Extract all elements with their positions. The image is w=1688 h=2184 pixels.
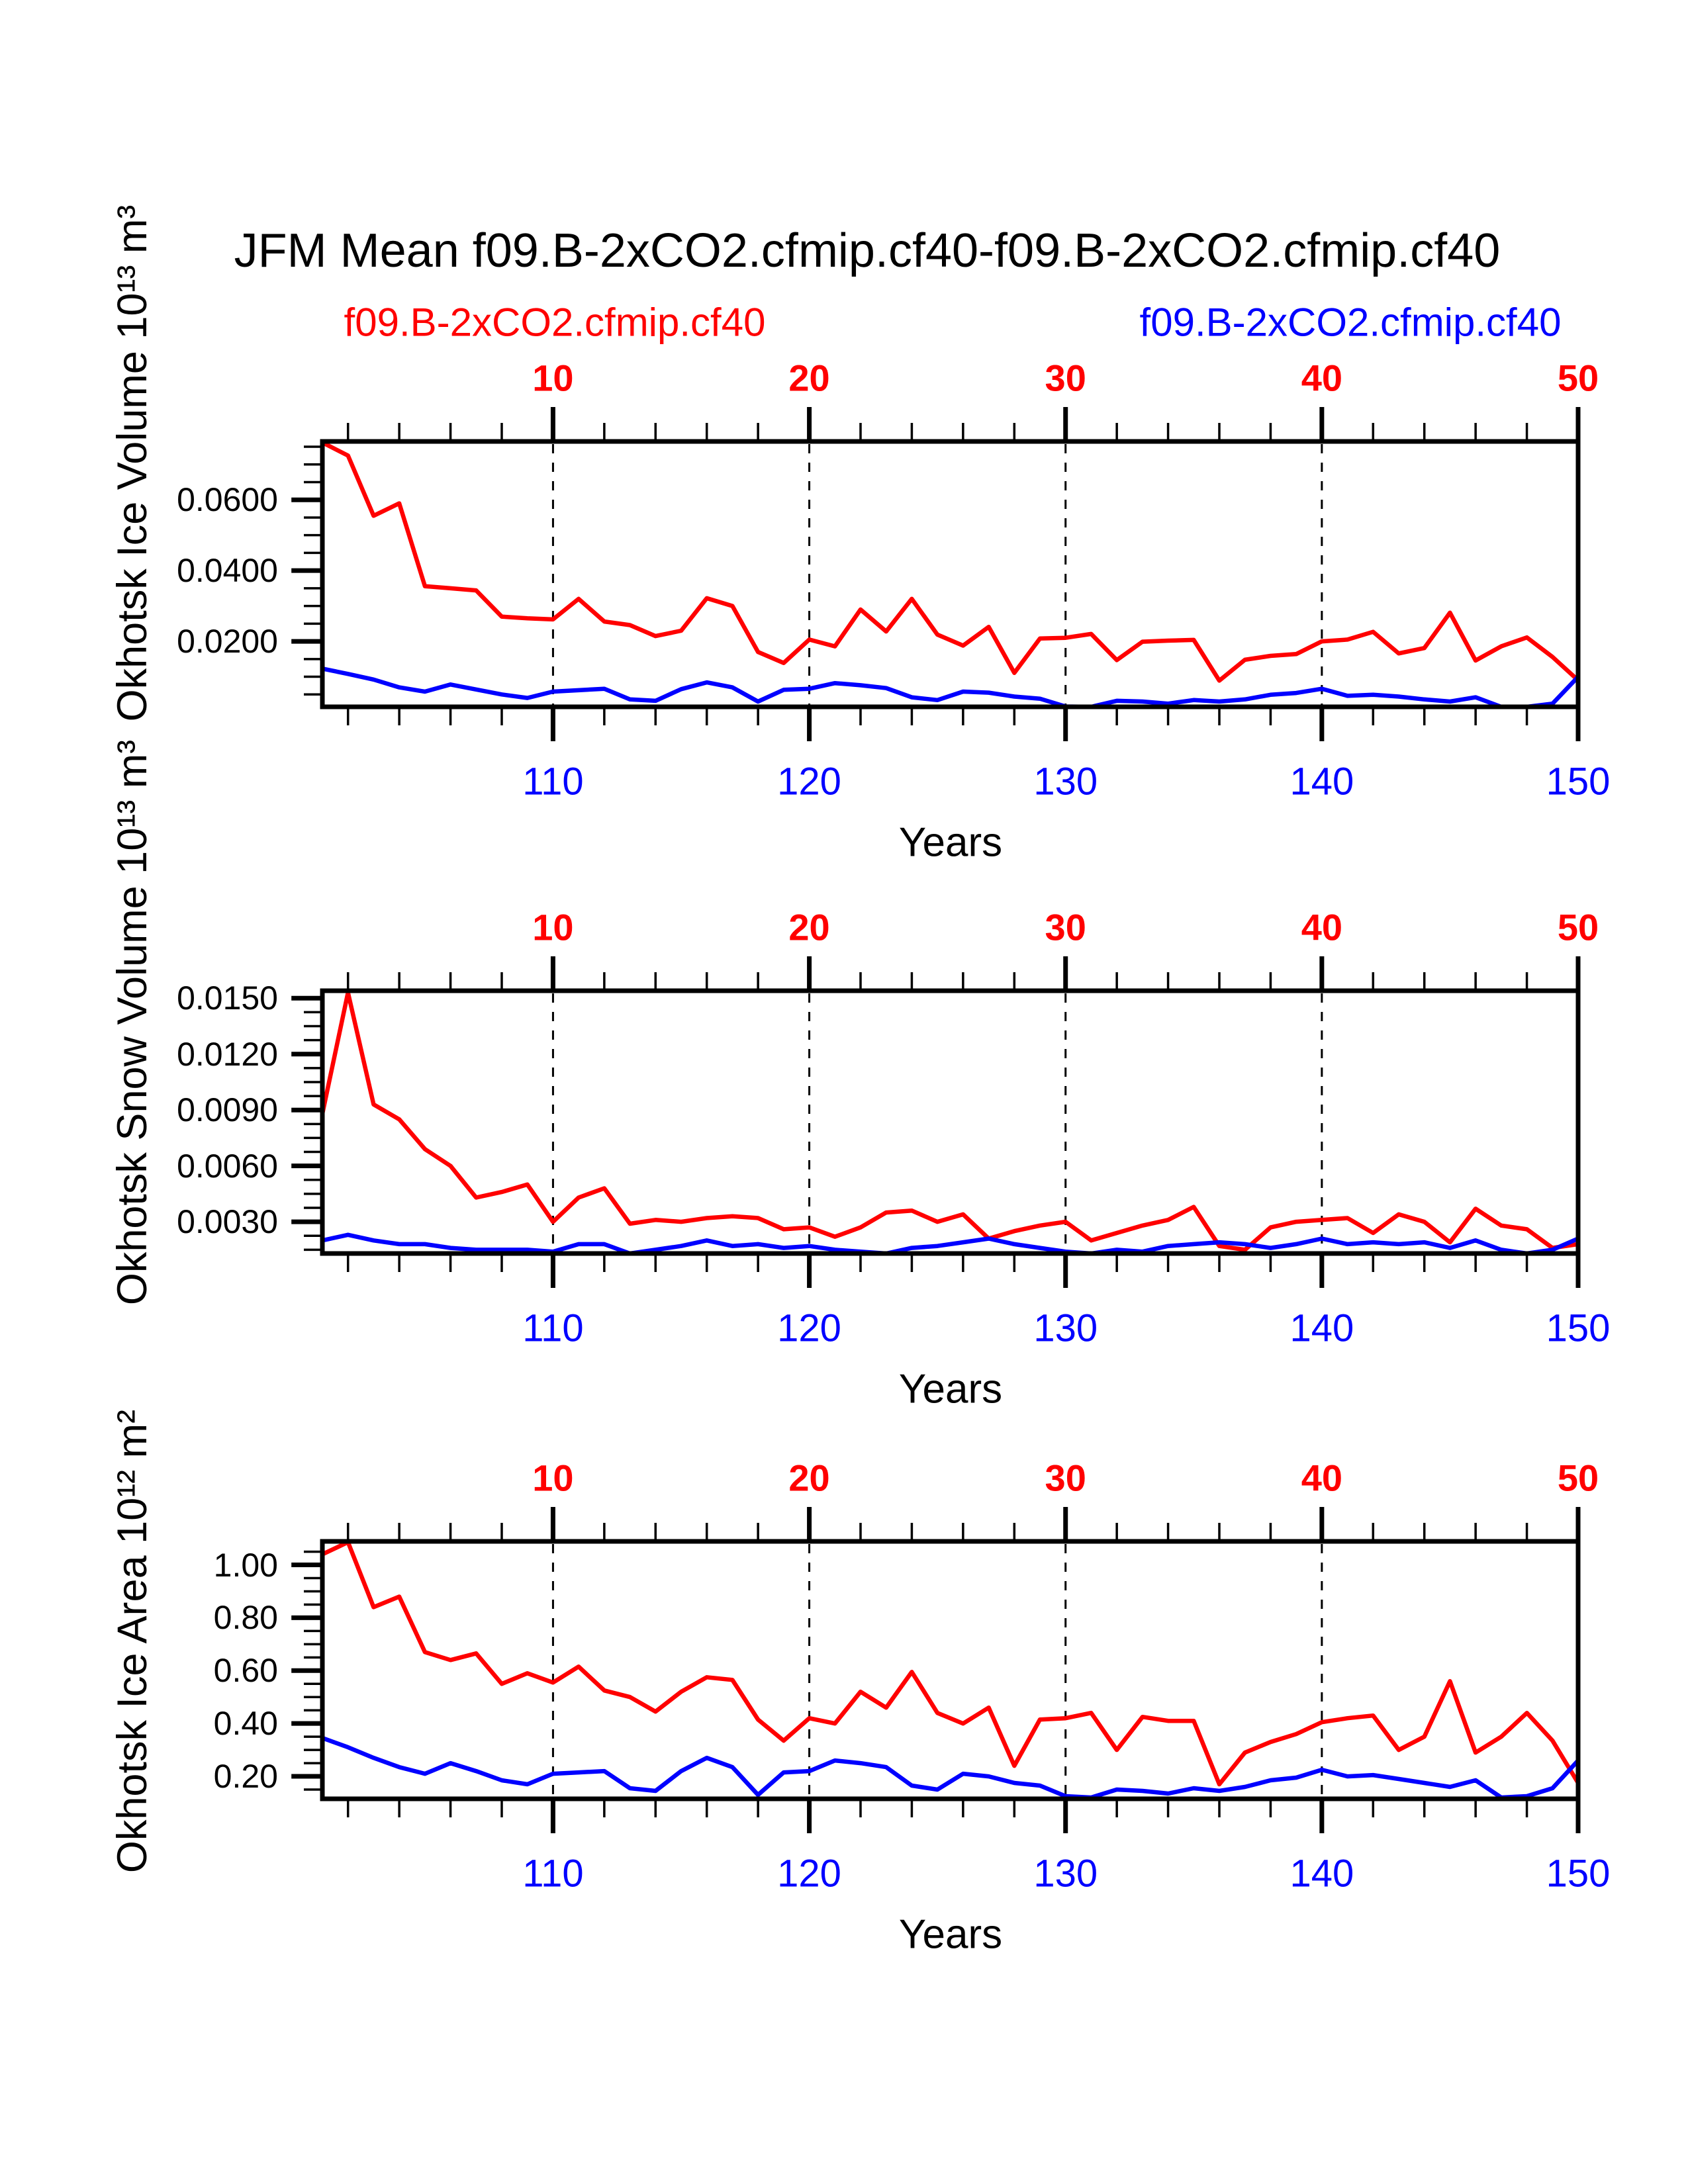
snow-volume-y-tick-label-0.0150: 0.0150 <box>177 979 278 1017</box>
ice-volume-x-tick-label-bottom-140: 140 <box>1289 760 1354 803</box>
snow-volume-x-tick-label-bottom-120: 120 <box>777 1306 841 1350</box>
ice-area-x-tick-label-top-40: 40 <box>1301 1457 1342 1499</box>
ice-volume-y-tick-label-0.0600: 0.0600 <box>177 481 278 519</box>
ice-volume-x-tick-label-top-20: 20 <box>788 357 830 399</box>
ice-area-x-tick-label-top-50: 50 <box>1557 1457 1599 1499</box>
snow-volume-x-tick-label-top-50: 50 <box>1557 906 1599 948</box>
ice-area-plot <box>291 1507 1578 1833</box>
snow-volume-y-tick-label-0.0120: 0.0120 <box>177 1035 278 1073</box>
ice-area-y-tick-label-0.40: 0.40 <box>213 1705 278 1743</box>
ice-area-y-axis-label: Okhotsk Ice Area 10¹² m² <box>109 1409 156 1874</box>
ice-area-x-tick-label-bottom-150: 150 <box>1546 1852 1611 1895</box>
ice-area-x-tick-label-top-30: 30 <box>1045 1457 1086 1499</box>
ice-area-x-tick-label-top-20: 20 <box>788 1457 830 1499</box>
snow-volume-x-tick-label-top-10: 10 <box>532 906 574 948</box>
snow-volume-plot <box>291 956 1578 1288</box>
ice-area-x-tick-label-bottom-130: 130 <box>1033 1852 1098 1895</box>
snow-volume-blue-series-line <box>322 1235 1578 1253</box>
ice-volume-x-axis-title: Years <box>898 819 1003 866</box>
snow-volume-y-axis-label: Okhotsk Snow Volume 10¹³ m³ <box>109 739 156 1306</box>
ice-volume-plot <box>291 407 1578 741</box>
snow-volume-y-tick-label-0.0030: 0.0030 <box>177 1203 278 1241</box>
snow-volume-y-tick-label-0.0060: 0.0060 <box>177 1147 278 1185</box>
ice-area-x-tick-label-bottom-110: 110 <box>522 1852 584 1895</box>
ice-volume-x-tick-label-bottom-130: 130 <box>1033 760 1098 803</box>
ice-volume-blue-series-line <box>322 668 1578 707</box>
ice-volume-y-tick-label-0.0200: 0.0200 <box>177 623 278 660</box>
ice-volume-y-axis-label: Okhotsk Ice Volume 10¹³ m³ <box>109 205 156 722</box>
ice-volume-y-tick-label-0.0400: 0.0400 <box>177 552 278 590</box>
ice-volume-x-tick-label-top-50: 50 <box>1557 357 1599 399</box>
ice-area-y-tick-label-0.80: 0.80 <box>213 1599 278 1637</box>
ice-volume-x-tick-label-top-10: 10 <box>532 357 574 399</box>
ice-volume-x-tick-label-bottom-110: 110 <box>522 760 584 803</box>
snow-volume-x-tick-label-bottom-110: 110 <box>522 1306 584 1350</box>
ice-volume-x-tick-label-top-40: 40 <box>1301 357 1342 399</box>
snow-volume-plot-frame <box>322 991 1578 1253</box>
ice-area-x-axis-title: Years <box>898 1911 1003 1958</box>
ice-volume-red-series-line <box>322 443 1578 681</box>
snow-volume-x-tick-label-bottom-150: 150 <box>1546 1306 1611 1350</box>
figure-title: JFM Mean f09.B-2xCO2.cfmip.cf40-f09.B-2xCO2.cfmip.cf40 <box>234 224 1501 277</box>
snow-volume-x-tick-label-bottom-140: 140 <box>1289 1306 1354 1350</box>
snow-volume-x-axis-title: Years <box>898 1366 1003 1412</box>
ice-area-blue-series-line <box>322 1738 1578 1797</box>
ice-area-plot-frame <box>322 1541 1578 1799</box>
ice-area-y-tick-label-0.20: 0.20 <box>213 1758 278 1796</box>
ice-volume-x-tick-label-top-30: 30 <box>1045 357 1086 399</box>
ice-volume-plot-frame <box>322 441 1578 707</box>
ice-area-y-tick-label-0.60: 0.60 <box>213 1652 278 1690</box>
ice-volume-x-tick-label-bottom-120: 120 <box>777 760 841 803</box>
ice-area-y-tick-label-1.00: 1.00 <box>213 1546 278 1584</box>
ice-area-x-tick-label-top-10: 10 <box>532 1457 574 1499</box>
snow-volume-y-tick-label-0.0090: 0.0090 <box>177 1091 278 1129</box>
snow-volume-x-tick-label-top-40: 40 <box>1301 906 1342 948</box>
ice-area-red-series-line <box>322 1542 1578 1784</box>
snow-volume-x-tick-label-top-30: 30 <box>1045 906 1086 948</box>
ice-area-x-tick-label-bottom-120: 120 <box>777 1852 841 1895</box>
legend-label-blue: f09.B-2xCO2.cfmip.cf40 <box>1139 300 1562 345</box>
ice-area-x-tick-label-bottom-140: 140 <box>1289 1852 1354 1895</box>
snow-volume-x-tick-label-top-20: 20 <box>788 906 830 948</box>
ice-volume-x-tick-label-bottom-150: 150 <box>1546 760 1611 803</box>
legend-label-red: f09.B-2xCO2.cfmip.cf40 <box>344 300 766 345</box>
snow-volume-red-series-line <box>322 993 1578 1250</box>
snow-volume-x-tick-label-bottom-130: 130 <box>1033 1306 1098 1350</box>
